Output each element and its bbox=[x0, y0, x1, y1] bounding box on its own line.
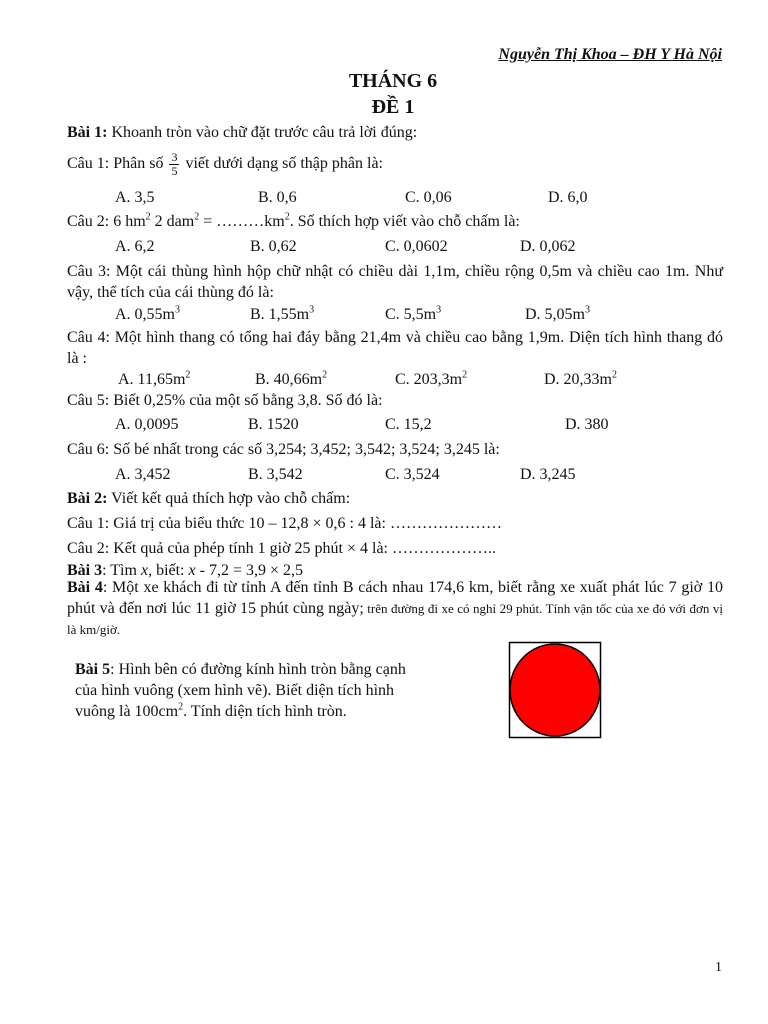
bai5-text-b: . Tính diện tích hình tròn. bbox=[183, 703, 347, 720]
bai3-var-1: x bbox=[140, 562, 149, 579]
q5-text: Câu 5: Biết 0,25% của một số bằng 3,8. Số đó là: bbox=[67, 392, 383, 409]
q6-option-b[interactable]: B. 3,542 bbox=[248, 466, 303, 483]
bai5-paragraph bbox=[75, 659, 420, 722]
bai4-heading: Bài 4 bbox=[67, 579, 103, 596]
bai1-line bbox=[67, 123, 417, 143]
q4-option-a-sup: 2 bbox=[185, 369, 191, 381]
circle-in-square-figure bbox=[508, 641, 602, 739]
page-number: 1 bbox=[715, 960, 722, 975]
q2-line bbox=[67, 212, 520, 232]
q3-option-a-text: A. 0,55m bbox=[115, 306, 175, 323]
bai3-var-2: x bbox=[188, 562, 196, 579]
q4-option-c-text: C. 203,3m bbox=[395, 371, 463, 388]
q2-option-b[interactable]: B. 0,62 bbox=[250, 238, 297, 255]
q2-sup2: 2 bbox=[194, 211, 200, 223]
page-title: THÁNG 6 bbox=[348, 70, 438, 92]
q5-option-d[interactable]: D. 380 bbox=[565, 416, 609, 433]
bai2-heading: Bài 2: bbox=[67, 490, 108, 507]
q3-option-b-sup: 3 bbox=[309, 304, 315, 316]
q4-option-a-text: A. 11,65m bbox=[118, 371, 186, 388]
q5-option-b[interactable]: B. 1520 bbox=[248, 416, 299, 433]
q3-option-a-sup: 3 bbox=[175, 304, 180, 316]
q4-option-b-text: B. 40,66m bbox=[255, 371, 323, 388]
q3-option-c-sup: 3 bbox=[436, 304, 442, 316]
q1-option-b[interactable]: B. 0,6 bbox=[258, 189, 297, 206]
q2-sup3: 2 bbox=[284, 211, 290, 223]
bai3-text-a: : Tìm bbox=[102, 562, 141, 579]
q3-option-d-sup: 3 bbox=[585, 304, 590, 316]
q4-option-b-sup: 2 bbox=[322, 369, 328, 381]
bai5-sup: 2 bbox=[178, 701, 184, 713]
q1-option-c[interactable]: C. 0,06 bbox=[405, 189, 452, 206]
bai2-line bbox=[67, 489, 350, 509]
q1-label: Câu 1: Phân số bbox=[67, 155, 164, 172]
bai3-heading: Bài 3 bbox=[67, 562, 103, 579]
bai3-text-c: - 7,2 = 3,9 × 2,5 bbox=[195, 562, 303, 579]
bai2-instruction: Viết kết quả thích hợp vào chỗ chấm: bbox=[111, 490, 351, 507]
q6-option-d[interactable]: D. 3,245 bbox=[520, 466, 576, 483]
q1-rest: viết dưới dạng số thập phân là: bbox=[185, 155, 383, 172]
q3-text: Câu 3: Một cái thùng hình hộp chữ nhật có chiều dài 1,1m, chiều rộng 0,5m và chiều cao 1m. Như vậy, thể tích của cái thùng đó là: bbox=[67, 263, 723, 301]
page-subtitle: ĐỀ 1 bbox=[371, 96, 415, 118]
q6-option-a[interactable]: A. 3,452 bbox=[115, 466, 171, 483]
q3-option-d[interactable] bbox=[525, 305, 590, 325]
q3-option-c-text: C. 5,5m bbox=[385, 306, 437, 323]
q3-option-b-text: B. 1,55m bbox=[250, 306, 310, 323]
q1-frac-num: 3 bbox=[171, 149, 178, 164]
q2-text-a: Câu 2: 6 hm bbox=[67, 213, 146, 230]
bai5-text-a: : Hình bên có đường kính hình tròn bằng cạnh của hình vuông (xem hình vẽ). Biết diện tích hình vuông là 100cm bbox=[75, 661, 406, 720]
q2-option-a[interactable]: A. 6,2 bbox=[115, 238, 155, 255]
bai5-heading: Bài 5 bbox=[75, 661, 111, 678]
q4-option-a[interactable] bbox=[118, 370, 190, 390]
bai1-instruction: Khoanh tròn vào chữ đặt trước câu trả lời đúng: bbox=[111, 124, 418, 141]
bai4-text: : Một xe khách đi từ tỉnh A đến tỉnh B cách nhau 174,6 km, biết rằng xe xuất phát lúc 7 giờ 10 phút và đến nơi lúc 11 giờ 15 phút cùng ngày; bbox=[67, 579, 723, 617]
q1-option-d[interactable]: D. 6,0 bbox=[548, 189, 588, 206]
q4-option-c-sup: 2 bbox=[462, 369, 468, 381]
q4-option-c[interactable] bbox=[395, 370, 467, 390]
q6-text: Câu 6: Số bé nhất trong các số 3,254; 3,452; 3,542; 3,524; 3,245 là: bbox=[67, 441, 500, 458]
q6-option-c[interactable]: C. 3,524 bbox=[385, 466, 440, 483]
q2-sup1: 2 bbox=[145, 211, 151, 223]
bai3-text-b: , biết: bbox=[148, 562, 189, 579]
bai1-heading: Bài 1: bbox=[67, 124, 108, 141]
bai4-text-small: trên đường đi xe có nghỉ 29 phút. Tính vận tốc của xe đó với đơn vị là km/giờ. bbox=[67, 601, 723, 637]
q2-text-b: 2 dam bbox=[150, 213, 195, 230]
q1-line bbox=[67, 148, 383, 180]
bai2-q2: Câu 2: Kết quả của phép tính 1 giờ 25 phút × 4 là: ……………….. bbox=[67, 540, 496, 557]
bai2-q1: Câu 1: Giá trị của biểu thức 10 – 12,8 × 0,6 : 4 là: ………………… bbox=[67, 515, 502, 532]
q2-option-c[interactable]: C. 0,0602 bbox=[385, 238, 448, 255]
q2-text-c: = ………km bbox=[199, 213, 285, 230]
q3-option-b[interactable] bbox=[250, 305, 314, 325]
q4-option-b[interactable] bbox=[255, 370, 327, 390]
q1-fraction bbox=[169, 151, 179, 178]
q4-option-d-sup: 2 bbox=[612, 369, 617, 381]
red-circle bbox=[510, 644, 600, 736]
q2-option-d[interactable]: D. 0,062 bbox=[520, 238, 576, 255]
q4-text: Câu 4: Một hình thang có tổng hai đáy bằng 21,4m và chiều cao bằng 1,9m. Diện tích hình thang đó là : bbox=[67, 329, 723, 367]
q2-text-d: . Số thích hợp viết vào chỗ chấm là: bbox=[289, 213, 520, 230]
q5-option-a[interactable]: A. 0,0095 bbox=[115, 416, 179, 433]
author-line: Nguyễn Thị Khoa – ĐH Y Hà Nội bbox=[498, 46, 722, 63]
q3-option-a[interactable] bbox=[115, 305, 180, 325]
q3-option-d-text: D. 5,05m bbox=[525, 306, 585, 323]
q5-option-c[interactable]: C. 15,2 bbox=[385, 416, 432, 433]
q3-option-c[interactable] bbox=[385, 305, 441, 325]
q4-option-d-text: D. 20,33m bbox=[544, 371, 612, 388]
q4-option-d[interactable] bbox=[544, 370, 617, 390]
q1-option-a[interactable]: A. 3,5 bbox=[115, 189, 155, 206]
q1-frac-den: 5 bbox=[171, 163, 178, 178]
bai4-paragraph bbox=[67, 577, 723, 640]
